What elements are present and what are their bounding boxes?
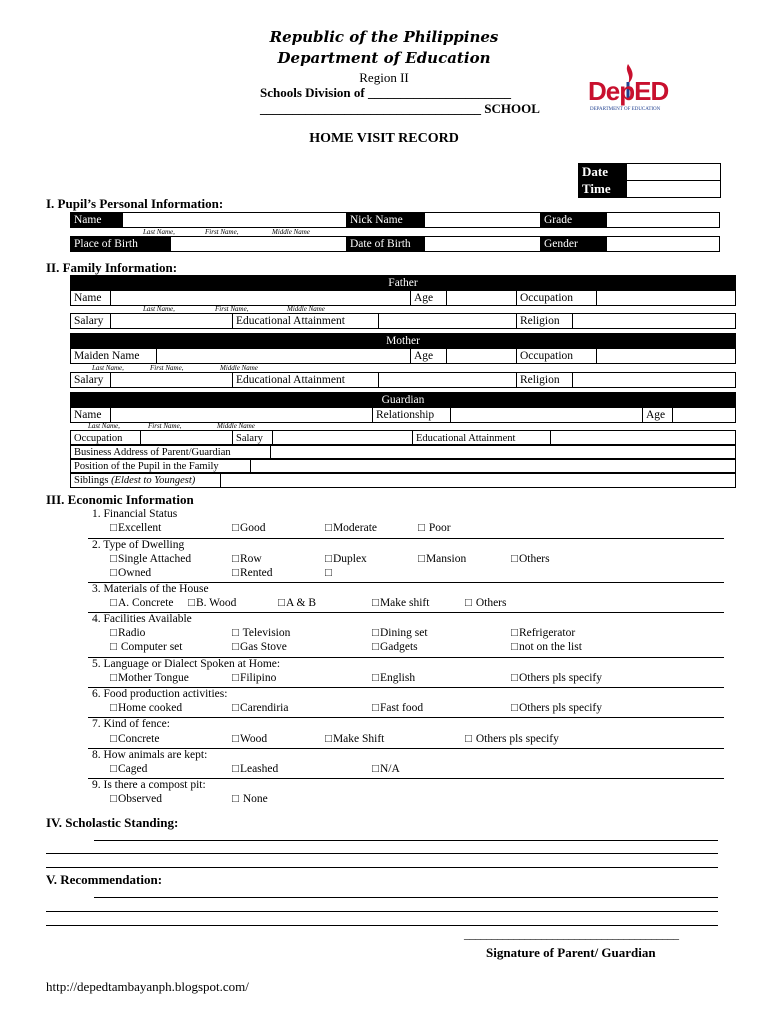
father-religion-field[interactable] <box>573 314 736 329</box>
signature-label: Signature of Parent/ Guardian <box>486 945 656 960</box>
q4-opt-radio[interactable]: □ Radio <box>110 627 145 639</box>
q9-opt-observed[interactable]: □ Observed <box>110 793 162 805</box>
father-occupation-field[interactable] <box>597 291 736 306</box>
father-name-label: Name <box>71 291 111 306</box>
section-4-title: IV. Scholastic Standing: <box>46 815 179 830</box>
mother-header: Mother <box>71 334 736 349</box>
father-hint-first: First Name, <box>215 305 249 313</box>
q3-opt-ab[interactable]: □ A & B <box>278 597 316 609</box>
mother-age-label: Age <box>411 349 447 364</box>
guardian-age-field[interactable] <box>673 408 736 423</box>
q3-opt-wood[interactable]: □ B. Wood <box>188 597 236 609</box>
q3-opt-others[interactable]: □ Others <box>465 597 507 609</box>
time-label: Time <box>579 181 627 198</box>
father-age-field[interactable] <box>447 291 517 306</box>
q4-opt-computer[interactable]: □ Computer set <box>110 641 182 653</box>
page-title: HOME VISIT RECORD <box>309 131 459 146</box>
father-religion-label: Religion <box>517 314 573 329</box>
write-line[interactable] <box>94 840 718 841</box>
q1-opt-poor[interactable]: □ Poor <box>418 522 451 534</box>
header-division: Schools Division of ______________________ <box>260 85 511 100</box>
mother-salary-field[interactable] <box>111 373 233 388</box>
guardian-relationship-label: Relationship <box>373 408 451 423</box>
father-salary-field[interactable] <box>111 314 233 329</box>
guardian-hint-last: Last Name, <box>88 422 120 430</box>
hint-first: First Name, <box>205 228 239 236</box>
section-3-title: III. Economic Information <box>46 492 194 507</box>
q7-title: 7. Kind of fence: <box>92 718 170 730</box>
guardian-hint-first: First Name, <box>148 422 182 430</box>
q8-opt-na[interactable]: □ N/A <box>372 763 400 775</box>
time-field[interactable] <box>627 181 721 198</box>
pob-label: Place of Birth <box>71 237 171 252</box>
q4-opt-refrigerator[interactable]: □ Refrigerator <box>511 627 575 639</box>
deped-logo <box>588 58 678 118</box>
father-header: Father <box>71 276 736 291</box>
mother-occupation-field[interactable] <box>597 349 736 364</box>
q2-opt-others[interactable]: □ Others <box>511 553 550 565</box>
mother-age-field[interactable] <box>447 349 517 364</box>
mother-hint-middle: Middle Name <box>220 364 258 372</box>
position-label: Position of the Pupil in the Family <box>71 459 251 474</box>
q4-opt-notonlist[interactable]: □ not on the list <box>511 641 582 653</box>
q2-opt-duplex[interactable]: □ Duplex <box>325 553 367 565</box>
write-line[interactable] <box>46 867 718 868</box>
q2-opt-rented[interactable]: □ Rented <box>232 567 273 579</box>
grade-field[interactable] <box>607 213 720 228</box>
guardian-edu-label: Educational Attainment <box>413 431 551 446</box>
father-edu-field[interactable] <box>379 314 517 329</box>
q5-opt-filipino[interactable]: □ Filipino <box>232 672 276 684</box>
q7-opt-wood[interactable]: □ Wood <box>232 733 267 745</box>
guardian-relationship-field[interactable] <box>451 408 643 423</box>
siblings-note: (Eldest to Youngest) <box>111 474 196 486</box>
q6-opt-homecooked[interactable]: □ Home cooked <box>110 702 182 714</box>
q4-opt-television[interactable]: □ Television <box>232 627 290 639</box>
section-5-title: V. Recommendation: <box>46 872 163 887</box>
guardian-name-label: Name <box>71 408 111 423</box>
header-school: __________________________________ SCHOOL <box>260 101 540 116</box>
mother-occupation-label: Occupation <box>517 349 597 364</box>
q6-title: 6. Food production activities: <box>92 688 228 700</box>
q5-opt-english[interactable]: □ English <box>372 672 415 684</box>
dob-field[interactable] <box>425 237 541 252</box>
siblings-field[interactable] <box>221 473 736 488</box>
q1-opt-moderate[interactable]: □ Moderate <box>325 522 377 534</box>
siblings-row <box>70 472 736 488</box>
father-hint-last: Last Name, <box>143 305 175 313</box>
q1-title: 1. Financial Status <box>92 508 178 520</box>
pupil-name-row <box>70 212 720 228</box>
mother-salary-label: Salary <box>71 373 111 388</box>
guardian-occupation-label: Occupation <box>71 431 141 446</box>
guardian-hint-middle: Middle Name <box>217 422 255 430</box>
q6-opt-others[interactable]: □ Others pls specify <box>511 702 602 714</box>
q2-opt-owned[interactable]: □ Owned <box>110 567 151 579</box>
q2-opt-mansion[interactable]: □ Mansion <box>418 553 466 565</box>
mother-row2 <box>70 372 736 388</box>
mother-table <box>70 333 736 364</box>
guardian-name-field[interactable] <box>111 408 373 423</box>
footer-url[interactable]: http://depedtambayanph.blogspot.com/ <box>46 979 249 994</box>
mother-hint-last: Last Name, <box>92 364 124 372</box>
signature-line[interactable]: _______________________________________ <box>464 927 679 941</box>
hint-middle: Middle Name <box>272 228 310 236</box>
q7-opt-others[interactable]: □ Others pls specify <box>465 733 559 745</box>
siblings-label: Siblings <box>74 474 112 486</box>
q6-opt-carendiria[interactable]: □ Carendiria <box>232 702 289 714</box>
pob-field[interactable] <box>171 237 347 252</box>
mother-religion-field[interactable] <box>573 373 736 388</box>
father-row2 <box>70 313 736 329</box>
section-1-title: I. Pupil’s Personal Information: <box>46 196 224 211</box>
guardian-age-label: Age <box>643 408 673 423</box>
write-line[interactable] <box>94 897 718 898</box>
logo-subtext: DEPARTMENT OF EDUCATION <box>590 107 661 112</box>
q1-opt-excellent[interactable]: □ Excellent <box>110 522 161 534</box>
header-republic: Republic of the Philippines <box>269 28 499 46</box>
mother-edu-field[interactable] <box>379 373 517 388</box>
mother-maiden-label: Maiden Name <box>71 349 157 364</box>
q2-opt-blank[interactable] <box>325 567 333 579</box>
q2-opt-single[interactable]: □ Single Attached <box>110 553 191 565</box>
q2-title: 2. Type of Dwelling <box>92 539 185 551</box>
guardian-salary-label: Salary <box>233 431 273 446</box>
q9-title: 9. Is there a compost pit: <box>92 779 206 791</box>
guardian-header: Guardian <box>71 393 736 408</box>
father-occupation-label: Occupation <box>517 291 597 306</box>
divider <box>88 717 724 718</box>
q6-opt-fastfood[interactable]: □ Fast food <box>372 702 423 714</box>
q4-title: 4. Facilities Available <box>92 613 192 625</box>
write-line[interactable] <box>46 853 718 854</box>
father-hint-middle: Middle Name <box>287 305 325 313</box>
header-department: Department of Education <box>277 49 491 67</box>
nickname-label: Nick Name <box>347 213 425 228</box>
hint-last: Last Name, <box>143 228 175 236</box>
gender-label: Gender <box>541 237 607 252</box>
q9-opt-none[interactable]: □ None <box>232 793 268 805</box>
q8-title: 8. How animals are kept: <box>92 749 208 761</box>
q3-opt-concrete[interactable]: □ A. Concrete <box>110 597 174 609</box>
mother-hint-first: First Name, <box>150 364 184 372</box>
nickname-field[interactable] <box>425 213 541 228</box>
name-label: Name <box>71 213 123 228</box>
q3-title: 3. Materials of the House <box>92 583 209 595</box>
q4-opt-dining[interactable]: □ Dining set <box>372 627 428 639</box>
q2-opt-row[interactable]: □ Row <box>232 553 262 565</box>
pupil-name-field[interactable] <box>123 213 347 228</box>
business-address-label: Business Address of Parent/Guardian <box>71 445 271 460</box>
write-line[interactable] <box>46 911 718 912</box>
logo-text: DepED <box>588 76 669 106</box>
date-field[interactable] <box>627 164 721 181</box>
q8-opt-leashed[interactable]: □ Leashed <box>232 763 278 775</box>
father-salary-label: Salary <box>71 314 111 329</box>
write-line[interactable] <box>46 925 718 926</box>
q7-opt-makeshift[interactable]: □ Make Shift <box>325 733 384 745</box>
mother-religion-label: Religion <box>517 373 573 388</box>
q4-opt-gasstove[interactable]: □ Gas Stove <box>232 641 287 653</box>
mother-edu-label: Educational Attainment <box>233 373 379 388</box>
date-label: Date <box>579 164 627 181</box>
q8-opt-caged[interactable]: □ Caged <box>110 763 147 775</box>
section-2-title: II. Family Information: <box>46 260 178 275</box>
mother-name-field[interactable] <box>157 349 411 364</box>
q5-opt-others[interactable]: □ Others pls specify <box>511 672 602 684</box>
gender-field[interactable] <box>607 237 720 252</box>
dob-label: Date of Birth <box>347 237 425 252</box>
q7-opt-concrete[interactable]: □ Concrete <box>110 733 159 745</box>
father-age-label: Age <box>411 291 447 306</box>
father-edu-label: Educational Attainment <box>233 314 379 329</box>
q4-opt-gadgets[interactable]: □ Gadgets <box>372 641 418 653</box>
q1-opt-good[interactable]: □ Good <box>232 522 266 534</box>
grade-label: Grade <box>541 213 607 228</box>
header-region: Region II <box>359 70 409 85</box>
q3-opt-makeshift[interactable]: □ Make shift <box>372 597 429 609</box>
pupil-birth-row <box>70 236 720 252</box>
father-name-field[interactable] <box>111 291 411 306</box>
q5-title: 5. Language or Dialect Spoken at Home: <box>92 658 281 670</box>
father-table <box>70 275 736 306</box>
q5-opt-mothertongue[interactable]: □ Mother Tongue <box>110 672 189 684</box>
date-time-box <box>578 163 721 198</box>
guardian-table <box>70 392 736 423</box>
siblings-label-cell <box>71 473 221 488</box>
